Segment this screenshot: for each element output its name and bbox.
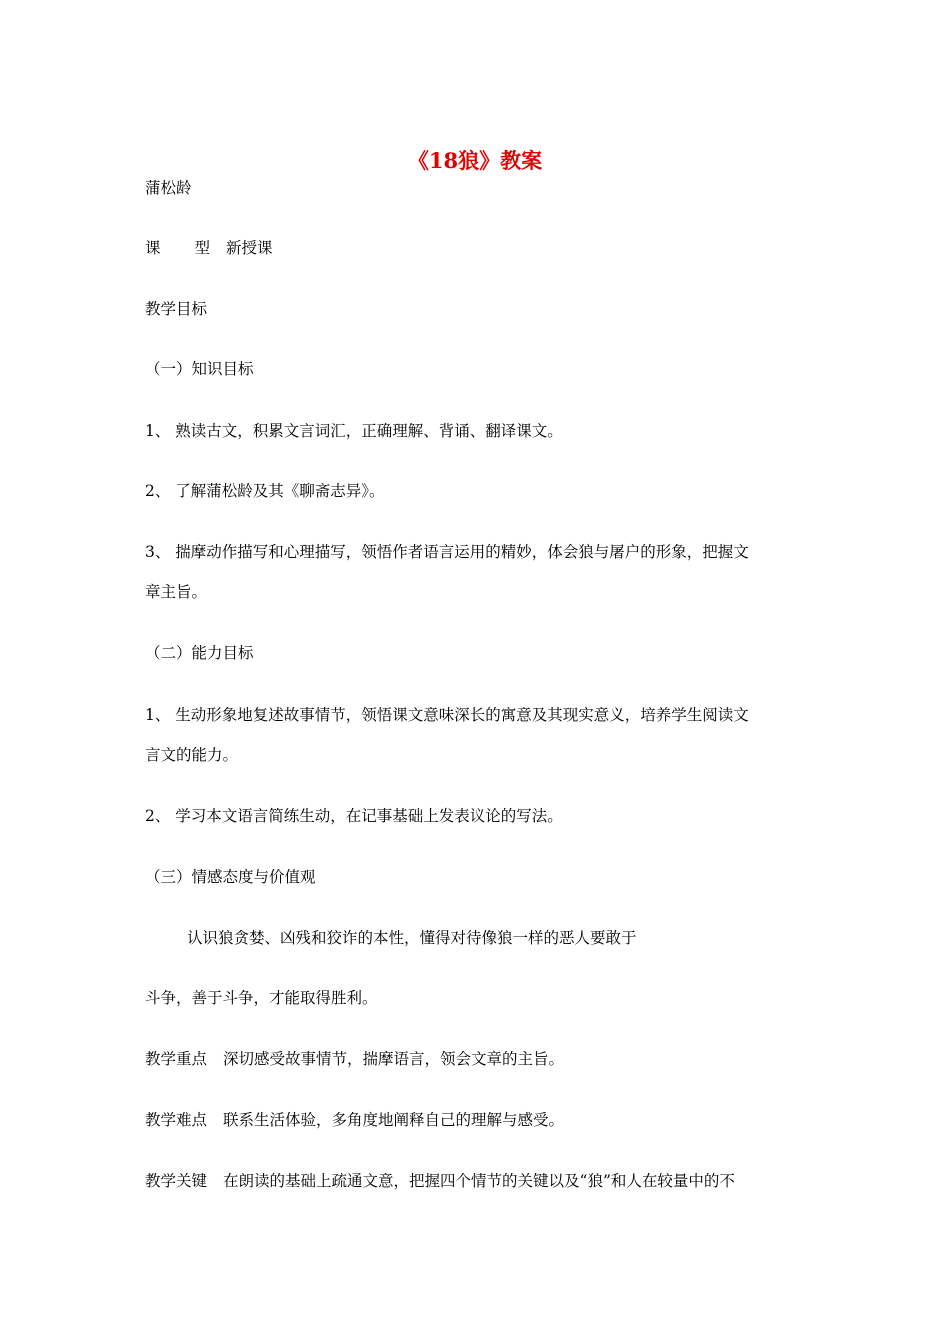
course-type-label-2: 型	[194, 239, 211, 257]
course-type-row	[145, 237, 273, 259]
course-type-label-1: 课	[145, 239, 161, 257]
key-label: 教学关键	[145, 1172, 208, 1190]
author: 蒲松龄	[145, 179, 192, 197]
key-point-text: 深切感受故事情节，揣摩语言，领会文章的主旨。	[223, 1050, 565, 1068]
document-title: 《18狼》教案	[407, 148, 543, 173]
difficulty-label: 教学难点	[145, 1111, 208, 1129]
knowledge-heading: （一）知识目标	[145, 360, 254, 378]
difficulty-text: 联系生活体验，多角度地阐释自己的理解与感受。	[223, 1111, 565, 1129]
ability-item: 言文的能力。	[145, 746, 239, 764]
key-row	[145, 1170, 735, 1192]
emotion-heading: （三）情感态度与价值观	[145, 868, 316, 886]
objectives-heading: 教学目标	[145, 300, 208, 318]
emotion-item: 认识狼贪婪、凶残和狡诈的本性，懂得对待像狼一样的恶人要敢于	[187, 929, 637, 947]
ability-item: 2、 学习本文语言简练生动，在记事基础上发表议论的写法。	[145, 807, 563, 825]
key-point-label: 教学重点	[145, 1050, 208, 1068]
knowledge-item: 3、 揣摩动作描写和心理描写，领悟作者语言运用的精妙，体会狼与屠户的形象，把握文	[145, 543, 749, 561]
course-type-value: 新授课	[226, 239, 273, 257]
ability-heading: （二）能力目标	[145, 644, 254, 662]
knowledge-item: 1、 熟读古文，积累文言词汇，正确理解、背诵、翻译课文。	[145, 422, 563, 440]
knowledge-item: 2、 了解蒲松龄及其《聊斋志异》。	[145, 482, 385, 500]
difficulty-row	[145, 1109, 564, 1131]
emotion-item: 斗争，善于斗争，才能取得胜利。	[145, 989, 378, 1007]
key-text: 在朗读的基础上疏通文意，把握四个情节的关键以及“狼”和人在较量中的不	[223, 1172, 735, 1190]
knowledge-item: 章主旨。	[145, 583, 208, 601]
key-point-row	[145, 1048, 564, 1070]
ability-item: 1、 生动形象地复述故事情节，领悟课文意味深长的寓意及其现实意义，培养学生阅读文	[145, 706, 749, 724]
